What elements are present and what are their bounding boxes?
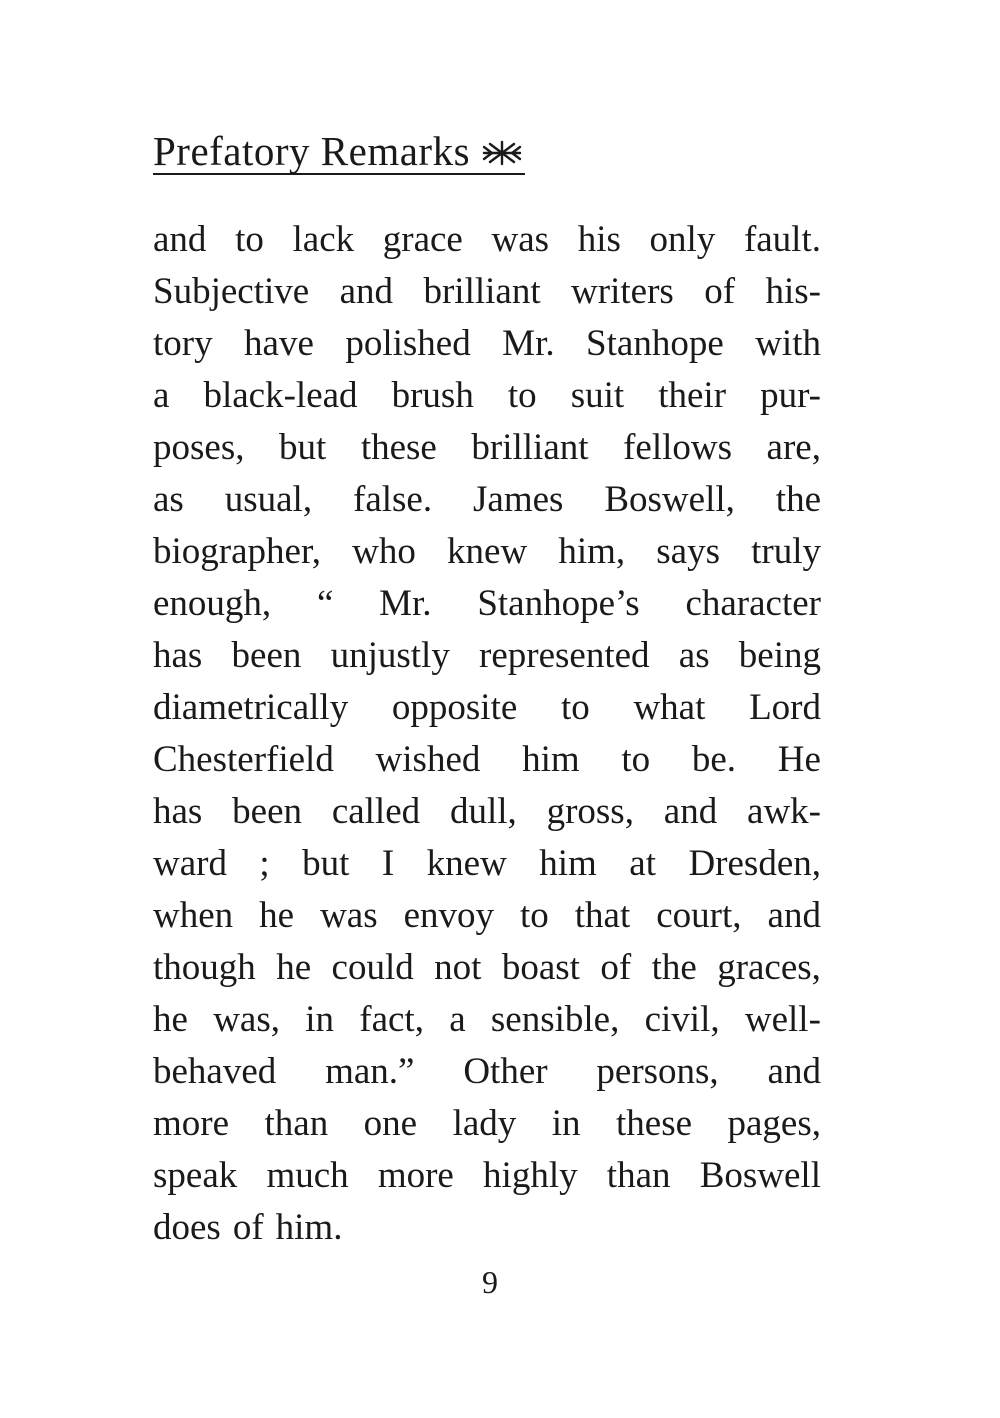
text-line: Subjective and brilliant writers of his- [153, 271, 821, 312]
text-line: as usual, false. James Boswell, the [153, 479, 821, 520]
text-line: biographer, who knew him, says truly [153, 531, 821, 572]
text-line: enough, “ Mr. Stanhope’s character [153, 583, 821, 624]
flourish-ornament-icon [480, 136, 524, 170]
text-line: though he could not boast of the graces, [153, 947, 821, 988]
body-paragraph [153, 214, 821, 1254]
text-line: does of him. [153, 1207, 343, 1248]
text-line: more than one lady in these pages, [153, 1103, 821, 1144]
text-line: diametrically opposite to what Lord [153, 687, 821, 728]
text-line: he was, in fact, a sensible, civil, well- [153, 999, 821, 1040]
text-line: and to lack grace was his only fault. [153, 219, 821, 260]
text-line: has been unjustly represented as being [153, 635, 821, 676]
text-line: tory have polished Mr. Stanhope with [153, 323, 821, 364]
text-line: has been called dull, gross, and awk- [153, 791, 821, 832]
text-line: a black-lead brush to suit their pur- [153, 375, 821, 416]
text-line: Chesterfield wished him to be. He [153, 739, 821, 780]
text-line: when he was envoy to that court, and [153, 895, 821, 936]
text-line: speak much more highly than Boswell [153, 1155, 821, 1196]
header-title: Prefatory Remarks [153, 128, 471, 174]
page-number: 9 [482, 1264, 498, 1300]
text-line: poses, but these brilliant fellows are, [153, 427, 821, 468]
text-line: behaved man.” Other persons, and [153, 1051, 821, 1092]
header-divider [153, 173, 525, 175]
text-line: ward ; but I knew him at Dresden, [153, 843, 821, 884]
running-header [153, 112, 524, 172]
